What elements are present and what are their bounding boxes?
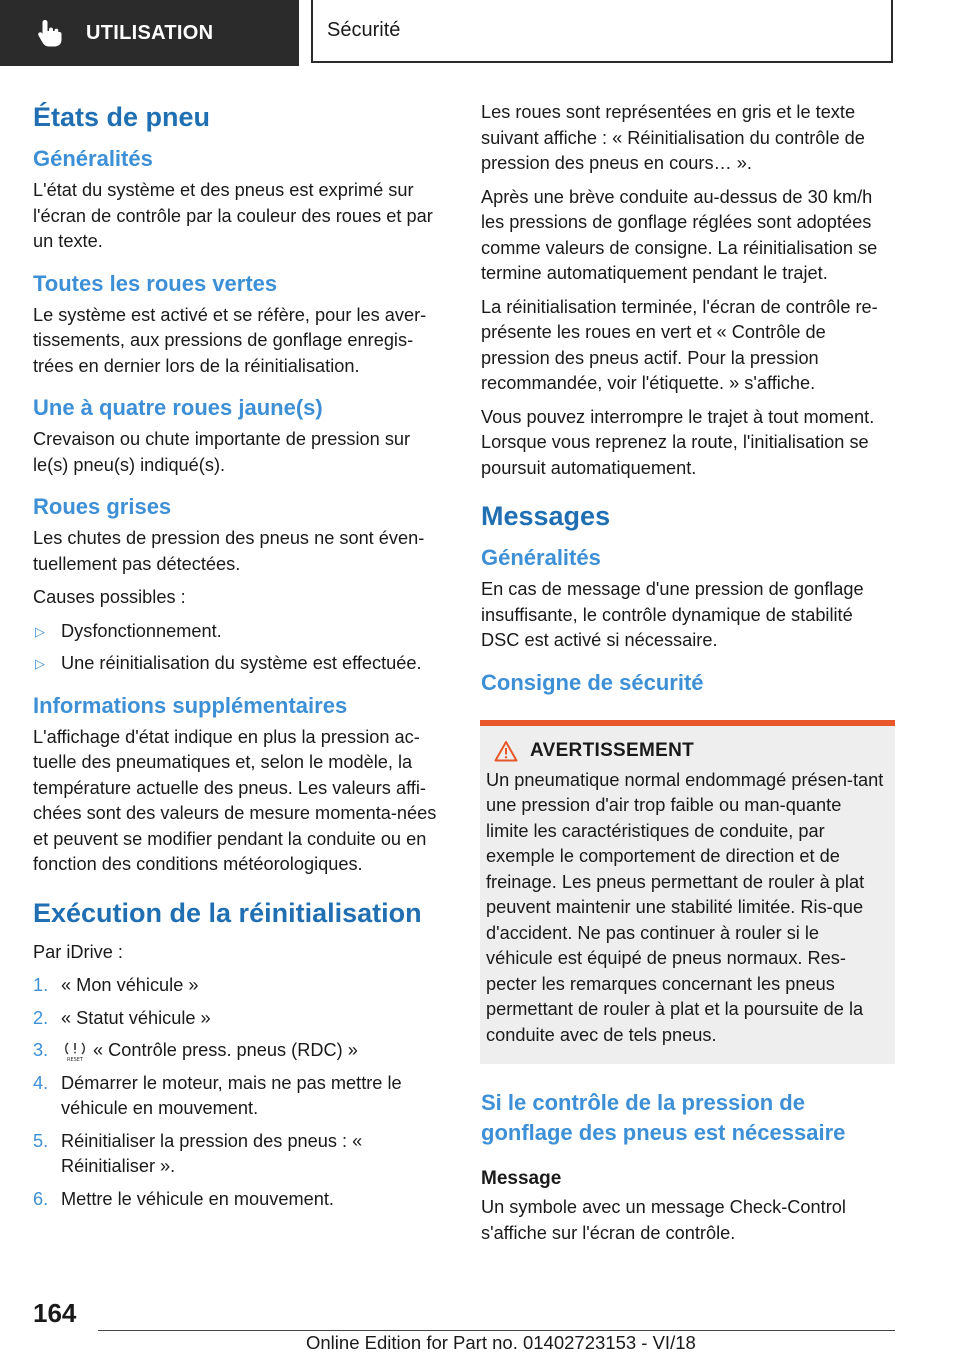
heading-controle-necessaire: Si le contrôle de la pression de gonflage des pneus est nécessaire — [481, 1090, 846, 1145]
list-item: 3. RESET « Contrôle press. pneus (RDC) » — [33, 1040, 358, 1063]
paragraph-message: Un symbole avec un message Check-Control s'affiche sur l'écran de contrôle. — [481, 1197, 846, 1243]
paragraph-idrive: Par iDrive : — [33, 941, 123, 962]
section-title: UTILISATION — [86, 21, 214, 44]
warning-triangle-icon — [494, 740, 518, 762]
triangle-bullet-icon: ▷ — [35, 623, 45, 639]
heading-roues-grises: Roues grises — [33, 494, 172, 519]
tire-pressure-reset-icon — [63, 1040, 87, 1062]
subsection-title: Sécurité — [327, 19, 401, 41]
svg-text:RESET: RESET — [66, 1057, 84, 1063]
triangle-bullet-icon: ▷ — [35, 656, 45, 671]
heading-roues-vertes: Toutes les roues vertes — [33, 270, 278, 296]
paragraph-roues-grises: Les chutes de pression des pneus ne sont éven‐tuellement pas détectées. — [33, 528, 425, 574]
paragraph-conduite: Après une brève conduite au-dessus de 30 km/h les pressions de gonflage réglées sont adoptées comme valeurs de consigne. La réinitialisation se termine automatiquement pendant le trajet. — [481, 186, 878, 283]
list-item: ▷ Une réinitialisation du système est effectuée. — [33, 651, 447, 677]
paragraph-roues-vertes: Le système est activé et se réfère, pour les aver‐tissements, aux pressions de gonflage enregis‐trées en dernier lors de la réinitialisation. — [33, 304, 427, 376]
warning-title: AVERTISSEMENT — [486, 740, 887, 762]
heading-etats-de-pneu: États de pneu — [33, 102, 211, 132]
paragraph-generalites: L'état du système et des pneus est exprimé sur l'écran de contrôle par la couleur des roues et par un texte. — [33, 180, 433, 251]
page-header — [0, 0, 960, 66]
causes-list — [33, 619, 447, 677]
list-item: 2. « Statut véhicule » — [33, 1007, 211, 1028]
heading-informations: Informations supplémentaires — [33, 692, 348, 718]
section-tab — [0, 0, 299, 66]
paragraph-roues-jaunes: Crevaison ou chute importante de pression sur le(s) pneu(s) indiqué(s). — [33, 429, 411, 475]
list-item: ▷ Dysfonctionnement. — [33, 619, 447, 645]
heading-message: Message — [481, 1168, 562, 1189]
paragraph-roues-gris: Les roues sont représentées en gris et le texte suivant affiche : « Réinitialisation du contrôle de pression des pneus en cours… ». — [481, 102, 865, 173]
warning-box — [480, 720, 895, 1065]
steps-list — [33, 973, 447, 1212]
list-item: 1. « Mon véhicule » — [33, 975, 199, 995]
heading-generalites: Généralités — [33, 146, 153, 171]
heading-execution: Exécution de la réinitialisation — [33, 897, 422, 928]
list-item: 4. Démarrer le moteur, mais ne pas mettre le véhicule en mouvement. — [33, 1072, 402, 1118]
heading-roues-jaunes: Une à quatre roues jaune(s) — [33, 395, 323, 420]
pointing-hand-icon — [36, 18, 64, 48]
paragraph-interrompre: Vous pouvez interrompre le trajet à tout moment. Lorsque vous reprenez la route, l'initialisation se poursuit automatiquement. — [481, 406, 875, 478]
heading-messages: Messages — [481, 501, 611, 531]
paragraph-causes: Causes possibles : — [33, 587, 186, 607]
right-column — [481, 100, 895, 1254]
paragraph-generalites-messages: En cas de message d'une pression de gonflage insuffisante, le contrôle dynamique de stabilité DSC est activé si nécessaire. — [481, 579, 864, 650]
list-item: 5. Réinitialiser la pression des pneus : « Réinitialiser ». — [33, 1130, 363, 1176]
left-column — [33, 100, 447, 1219]
heading-consigne: Consigne de sécurité — [481, 669, 704, 695]
edition-note: Online Edition for Part no. 01402723153 - VI/18 — [306, 1332, 696, 1353]
paragraph-reinit-terminee: La réinitialisation terminée, l'écran de contrôle re‐présente les roues en vert et « Contrôle de pression des pneus actif. Pour la pression recommandée, voir l'étiquette. » s'affiche. — [481, 296, 878, 393]
warning-text: Un pneumatique normal endommagé présen‐tant une pression d'air trop faible ou man‐quante limite les caractéristiques de conduite, par exemple le comportement de direction et de freinage. Les pneus permettant de rouler à plat peuvent maintenir une stabilité limitée. Ris‐que d'accident. Ne pas continuer à rouler si le véhicule est équipé de pneus normaux. Res‐pecter les remarques concernant les pneus permettant de rouler à plat et la poursuite de la conduite avec de tels pneus. — [486, 769, 884, 1045]
list-item: 6. Mettre le véhicule en mouvement. — [33, 1188, 334, 1209]
heading-generalites-messages: Généralités — [481, 545, 601, 570]
page-number: 164 — [33, 1298, 77, 1328]
footer-divider — [98, 1330, 895, 1331]
paragraph-informations: L'affichage d'état indique en plus la pression ac‐tuelle des pneumatiques et, selon le modèle, la température actuelle des pneus. Les valeurs affi‐chées sont des valeurs de mesure momenta‐nées et peuvent se modifier pendant la conduite ou en fonction des conditions météorologiques. — [33, 726, 437, 874]
subsection-tab — [311, 0, 893, 63]
